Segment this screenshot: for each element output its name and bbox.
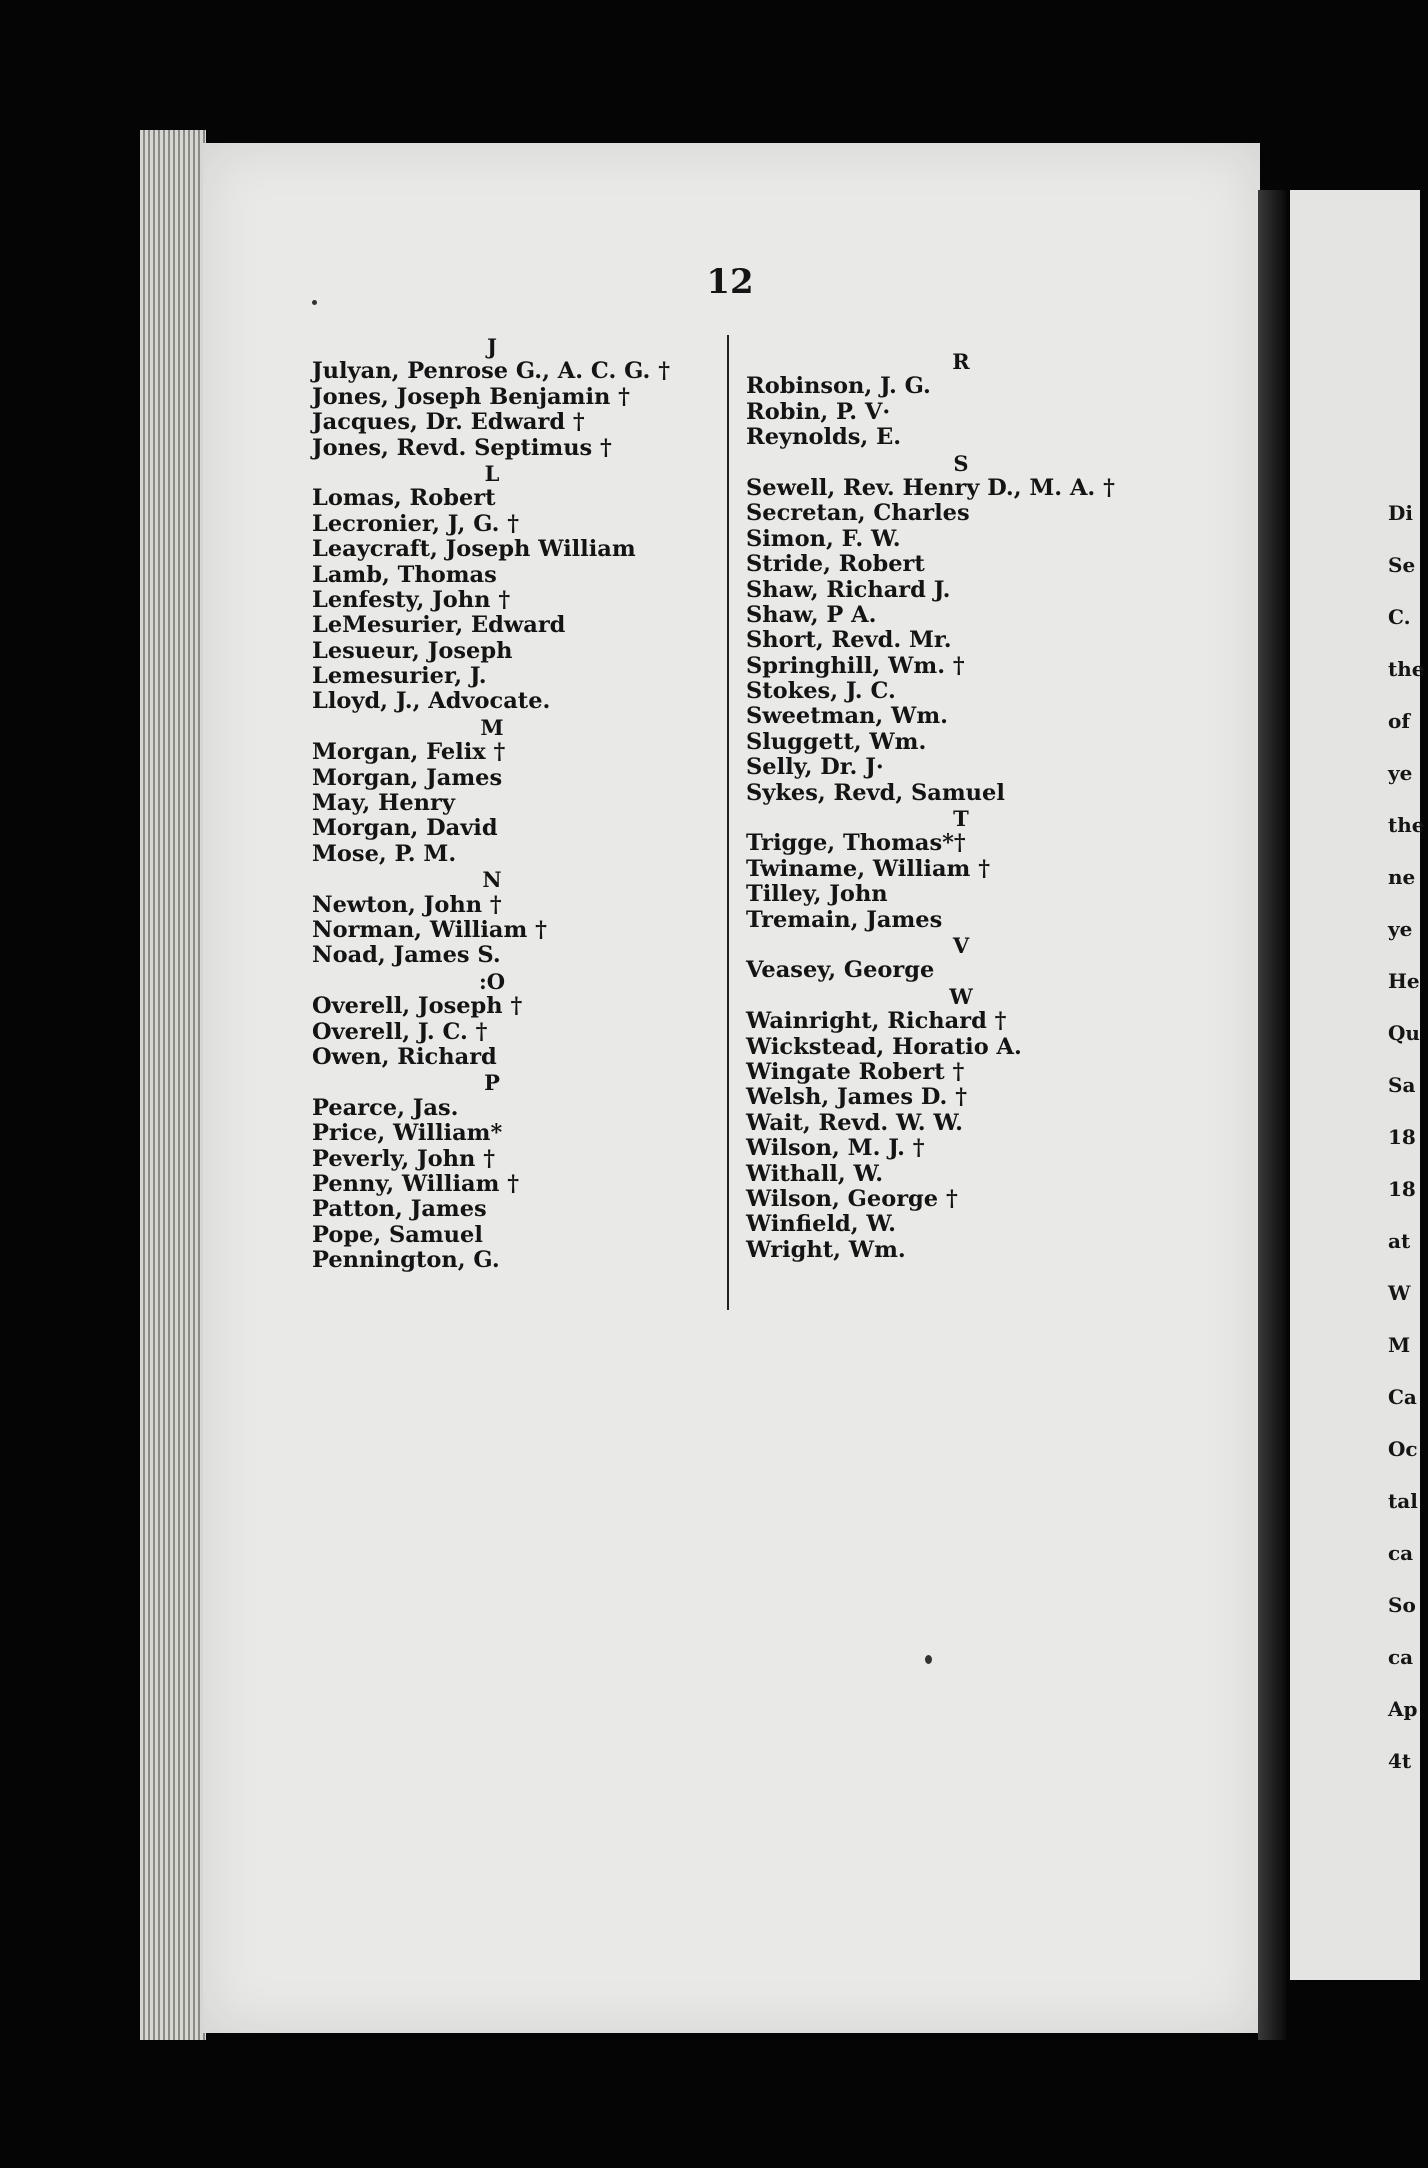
name-entry: Robinson, J. G. [746, 373, 931, 400]
name-entry: Noad, James S. [312, 942, 501, 969]
name-entry: Withall, W. [746, 1160, 884, 1187]
name-entry: Sykes, Revd, Samuel [746, 779, 1005, 806]
name-entry: Jones, Revd. Septimus † [312, 434, 612, 461]
adjacent-page-fragment: Ap [1388, 1697, 1418, 1721]
name-entry: Sewell, Rev. Henry D., M. A. † [746, 474, 1115, 501]
name-entry: Winfield, W. [746, 1211, 896, 1238]
adjacent-page-fragment: ye [1388, 761, 1413, 785]
name-entry: Robin, P. V· [746, 398, 891, 425]
section-letter-o: :O [478, 968, 506, 994]
section-letter-t: T [953, 806, 969, 832]
section-letter-n: N [482, 867, 502, 893]
section-letter-j: J [487, 334, 497, 359]
name-entry: Stride, Robert [746, 551, 925, 578]
name-entry: Price, William* [312, 1120, 503, 1147]
name-entry: Norman, William † [312, 916, 547, 943]
name-entry: Peverly, John † [312, 1145, 495, 1172]
book-spine-shadow [1258, 190, 1286, 2040]
adjacent-page-fragment: at [1388, 1229, 1411, 1253]
section-letter-r: R [952, 349, 970, 374]
name-entry: Reynolds, E. [746, 424, 902, 451]
section-letter-v: V [952, 932, 970, 958]
name-entry: Pennington, G. [312, 1247, 500, 1274]
name-entry: Lenfesty, John † [312, 586, 511, 613]
name-entry: Wright, Wm. [746, 1236, 906, 1263]
name-entry: Tremain, James [746, 906, 943, 933]
name-entry: Veasey, George [746, 957, 935, 984]
ink-speck [925, 1655, 932, 1664]
adjacent-page-fragment: Oc [1388, 1437, 1418, 1461]
name-entry: Owen, Richard [312, 1043, 497, 1070]
adjacent-page-fragment: He [1388, 969, 1420, 993]
section-letter-s: S [953, 450, 969, 476]
name-entry: Wingate Robert † [746, 1058, 965, 1085]
name-entry: Wilson, M. J. † [746, 1135, 925, 1162]
name-entry: Stokes, J. C. [746, 678, 896, 705]
name-entry: Shaw, Richard J. [746, 576, 951, 603]
name-entry: Sluggett, Wm. [746, 728, 927, 755]
left-name-column [312, 334, 712, 1273]
adjacent-page-fragment: the [1388, 813, 1425, 837]
name-entry: Twiname, William † [746, 855, 990, 882]
name-entry: Selly, Dr. J· [746, 754, 884, 781]
page-number: 12 [706, 262, 754, 302]
name-entry: Wainright, Richard † [746, 1008, 1007, 1035]
ink-speck [312, 300, 317, 305]
adjacent-page-text-fragments [1388, 500, 1428, 1800]
adjacent-page-fragment: 4t [1388, 1749, 1412, 1773]
adjacent-page-fragment: M [1388, 1333, 1411, 1357]
adjacent-page-fragment: C. [1388, 605, 1411, 629]
name-entry: Pearce, Jas. [312, 1094, 459, 1121]
page-edge-stack [140, 130, 206, 2040]
name-entry: Pope, Samuel [312, 1221, 483, 1248]
adjacent-page-fragment: ca [1388, 1541, 1414, 1565]
name-entry: Wickstead, Horatio A. [746, 1033, 1022, 1060]
adjacent-page-fragment: of [1388, 709, 1410, 733]
name-entry: LeMesurier, Edward [312, 612, 566, 639]
name-entry: Welsh, James D. † [746, 1084, 967, 1111]
name-entry: Jones, Joseph Benjamin † [312, 383, 630, 410]
adjacent-page-fragment: ye [1388, 917, 1413, 941]
name-entry: Penny, William † [312, 1170, 519, 1197]
adjacent-page-fragment: Ca [1388, 1385, 1417, 1409]
name-entry: Morgan, James [312, 764, 503, 791]
name-entry: Lemesurier, J. [312, 663, 487, 690]
name-entry: Overell, Joseph † [312, 993, 523, 1020]
name-entry: Lamb, Thomas [312, 561, 497, 588]
section-letter-l: L [484, 460, 500, 486]
name-entry: Overell, J. C. † [312, 1018, 488, 1045]
section-letter-w: W [949, 983, 973, 1009]
name-entry: Springhill, Wm. † [746, 652, 965, 679]
adjacent-page-fragment: So [1388, 1593, 1416, 1617]
adjacent-page-fragment: tal [1388, 1489, 1418, 1513]
name-entry: Morgan, Felix † [312, 739, 506, 766]
section-letter-p: P [484, 1070, 500, 1096]
name-entry: Leaycraft, Joseph William [312, 536, 636, 563]
name-entry: Julyan, Penrose G., A. C. G. † [312, 358, 670, 385]
name-entry: Wait, Revd. W. W. [746, 1109, 964, 1136]
adjacent-page-fragment: Se [1388, 553, 1416, 577]
name-entry: Wilson, George † [746, 1185, 958, 1212]
name-entry: Tilley, John [746, 881, 888, 908]
name-entry: Patton, James [312, 1196, 487, 1223]
section-letter-m: M [480, 714, 504, 740]
name-entry: Secretan, Charles [746, 500, 970, 527]
name-entry: Lesueur, Joseph [312, 637, 513, 664]
name-entry: Shaw, P A. [746, 601, 877, 628]
name-entry: Short, Revd. Mr. [746, 627, 952, 654]
name-entry: Lomas, Robert [312, 485, 496, 512]
adjacent-page-fragment: Di [1388, 501, 1413, 525]
adjacent-page-fragment: ne [1388, 865, 1416, 889]
name-entry: Sweetman, Wm. [746, 703, 948, 730]
name-entry: Morgan, David [312, 815, 498, 842]
adjacent-page-fragment: 18 [1388, 1125, 1416, 1149]
name-entry: Lecronier, J, G. † [312, 510, 520, 537]
adjacent-page-fragment: Sa [1388, 1073, 1416, 1097]
name-entry: Newton, John † [312, 891, 502, 918]
name-entry: Simon, F. W. [746, 525, 901, 552]
column-divider [727, 335, 729, 1310]
name-entry: Mose, P. M. [312, 840, 457, 867]
name-entry: Trigge, Thomas*† [746, 830, 966, 857]
name-entry: Jacques, Dr. Edward † [312, 409, 585, 436]
adjacent-page-fragment: W [1388, 1281, 1411, 1305]
adjacent-page-fragment: Qu [1388, 1021, 1420, 1045]
name-entry: Lloyd, J., Advocate. [312, 688, 551, 715]
right-name-column [746, 349, 1186, 1263]
name-entry: May, Henry [312, 790, 455, 817]
adjacent-page-fragment: ca [1388, 1645, 1414, 1669]
adjacent-page-fragment: the [1388, 657, 1425, 681]
adjacent-page-fragment: 18 [1388, 1177, 1416, 1201]
